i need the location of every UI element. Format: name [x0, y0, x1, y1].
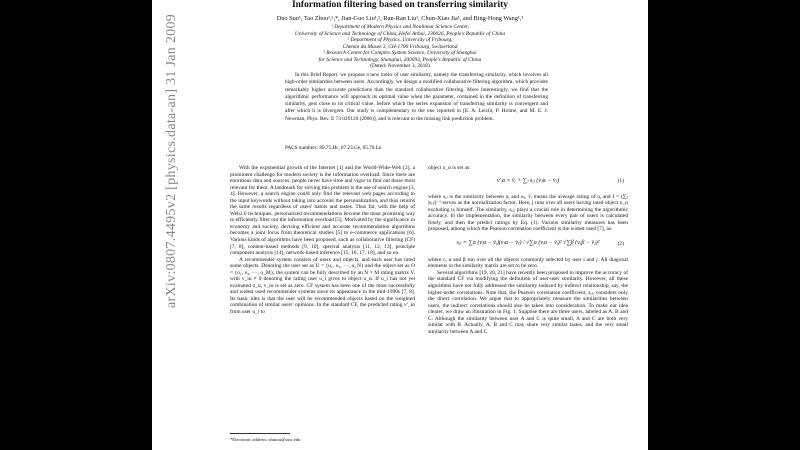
equation-1-body: v′ᵢα = v̄ᵢ + ∑ⱼ sᵢⱼ (vⱼα − v̄ⱼ) — [496, 177, 560, 184]
paper-page — [152, 0, 648, 450]
abstract: In this Brief Report, we propose a new index of user similarity, namely the transferring similarity, which involves all high-order similarities between users. Accordingly, we design a modified collaborative filtering algorithm, which provides remarkably higher accurate predictions than the standard collaborative filtering. More interestingly, we find that the algorithmic performance will approach its optimal value when the parameter, contained in the definition of transferring similarity, gets close to its critical value, before which the series expansion of transferring similarity is convergent and after which it is divergent. Our study is complementary to the one reported in [E. A. Leicht, P. Holme, and M. E. J. Newman, Phys. Rev. E 73 026120 (2006)], and is relevant to the missing link prediction problem. — [285, 72, 548, 122]
affiliation-line: University of Science and Technology of China, Hefei Anhui, 230026, People's Republic of China — [294, 30, 506, 37]
paragraph: where c, α and β run over all the objects commonly selected by user i and j. All diagonal elements in the similarity matrix are set to be zero. — [428, 256, 628, 270]
left-column — [230, 165, 415, 316]
equation-1 — [428, 172, 628, 194]
affiliation-line: ² Department of Physics, University of Fribourg, — [347, 37, 453, 43]
footnote: *Electronic address: zhutou@ustc.edu — [230, 437, 301, 442]
equation-2-body: sᵢⱼ = ∑α (vᵢα − v̄ᵢ)(vⱼα − v̄ⱼ) / √∑α (vᵢα − v̄ᵢ)² √∑β (vⱼβ − v̄ⱼ)² — [456, 239, 600, 246]
equation-2-number: (2) — [617, 240, 624, 247]
author-list: Duo Sun¹, Tao Zhou¹,²,*, Jian-Guo Liu¹,², Run-Ran Liu¹, Chun-Xiao Jia¹, and Bing-Hong Wang¹,³ — [276, 15, 524, 22]
paragraph: object o_α is set as: — [428, 165, 471, 171]
paragraph: A recommender system consists of users and objects, and each user has rated some objects. Denoting the user set as U = {u₁, u₂, ···, u_N} and the object set as O = {o₁, o₂, ···, o_M}, the system can be fully described by an N × M rating matrix V, with v_iα ≠ 0 denoting the rating user u_i gives to object o_α. If u_i has not yet evaluated o_α, v_iα is set as zero. CF system has been one of the most successfully and widest used recommender systems since its appearance in the mid-1990s [7, 8]. Its basic idea is that the user will be recommended objects based on the weighted combination of similar users' opinions. In the standard CF, the predicted rating v′_iα from user u_i to — [230, 256, 415, 316]
affiliation-line: ³ Research Center for Complex System Science, University of Shanghai — [323, 50, 477, 56]
equation-1-number: (1) — [617, 177, 624, 184]
date-line: (Dated: November 3, 2018) — [370, 63, 430, 69]
arxiv-stamp: arXiv:0807.4495v2 [physics.data-an] 31 Jan 2009 — [164, 13, 179, 308]
paragraph: where sᵢⱼ is the similarity between uᵢ and uⱼ, v̄ᵢ means the average rating of uᵢ and I = (∑ⱼ |sᵢⱼ|)⁻¹ serves as the normalization factor. Here, j runs over all users having rated object o_α excluding uᵢ himself. The similarity, sᵢⱼ, plays a crucial role in determining the algorithmic accuracy. In the implementation, the similarity between every pair of users is calculated firstly, and then the predict ratings by Eq. (1). Various similarity measures has been proposed, among which the Pearson correlation coefficient is the widest used [7], as: — [428, 193, 628, 233]
affiliation-line: for Science and Technology, Shanghai, 200093, People's Republic of China — [318, 56, 482, 63]
affiliation-line: ¹ Department of Modern Physics and Nonlinear Science Center, — [331, 24, 469, 30]
paragraph: With the exponential growth of the Internet [1] and the World-Wide-Web [2], a prominent challenge for modern society is the information overload. Since there are enormous data and sources, people never have time and vigor to find out those most relevant for them. A landmark for solving this problem is the use of search engine [3, 4]. However, a search engine could only find the relevant web pages according to the input keywords without taking into account the personalization, and thus returns the same results regardless of users' habits and tastes. Thus far, with the help of Web2.0 techniques, personalized recommendations become the most promising way to efficiently filter out the information overload [5]. Motivated by the significance in economy and society, devising efficient and accurate recommendation algorithms becomes a joint focus from theoretical studies [5] to e-commerce applications [6]. Various kinds of algorithms have been proposed, such as collaborative filtering (CF) [7, 8], content-based methods [9, 10], spectral analysis [11, 12, 13], principle component analysis [14], network-based inference [15, 16, 17, 18], and so on. — [230, 165, 415, 257]
affiliation-line: Chemin du Musee 3, CH-1700 Fribourg, Switzerland — [342, 43, 458, 50]
footnote-rule — [230, 433, 290, 434]
paper-title: Information filtering based on transferring similarity — [291, 0, 509, 10]
pacs-numbers: PACS numbers: 89.75.Hc, 87.23.Ge, 05.70.Ln — [285, 145, 382, 151]
right-column — [428, 165, 628, 335]
equation-2 — [428, 233, 628, 257]
paragraph: Several algorithms [19, 20, 21] have recently been proposed to improve the accuracy of the standard CF via modifying the definition of user-user similarity. However, all these algorithms have not fully addressed the similarity induced by indirect relationship, say, the higher-order correlations. Note that, the Pearson correlation coefficient, sᵢⱼ, considers only the direct correlation. We argue that to appropriately measure the similarities between users, the indirect correlations should also be taken into consideration. To make our idea clearer, we draw an illustration in Fig. 1. Suppose there are three users, labeled as A, B and C. Although the similarity between user A and C is quite small, A and C are both very similar with B. Actually, A, B and C may share very similar tastes, and the very small similarity between A and C — [428, 269, 628, 335]
